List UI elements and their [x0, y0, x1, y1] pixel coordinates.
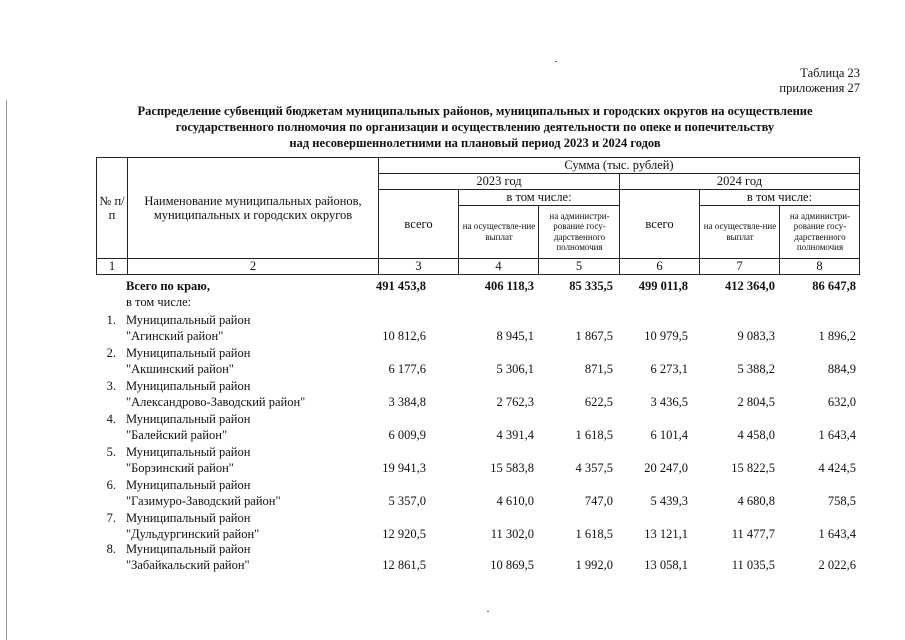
table-row: [96, 378, 860, 394]
table-row: [96, 526, 860, 542]
table-header: [96, 157, 860, 275]
district-name: "Акшинский район": [126, 362, 234, 376]
total-value: 491 453,8: [376, 279, 426, 293]
district-type: Муниципальный район: [126, 478, 251, 492]
row-value: 11 302,0: [490, 527, 534, 541]
row-value: 747,0: [584, 494, 613, 508]
district-type: Муниципальный район: [126, 412, 251, 426]
row-value: 19 941,3: [382, 461, 426, 475]
col-header-incl-2024: в том числе:: [746, 190, 813, 204]
scan-speck: [555, 61, 557, 62]
document-title: [80, 103, 870, 151]
row-value: 20 247,0: [644, 461, 688, 475]
row-value: 2 022,6: [818, 558, 856, 572]
total-value: 412 364,0: [725, 279, 775, 293]
district-name: "Александрово-Заводский район": [126, 395, 306, 409]
row-value: 13 058,1: [644, 558, 688, 572]
col-number: 8: [816, 259, 823, 273]
district-name: "Газимуро-Заводский район": [126, 494, 281, 508]
row-value: 10 979,5: [644, 329, 688, 343]
row-value: 4 610,0: [496, 494, 534, 508]
row-value: 2 762,3: [496, 395, 534, 409]
header-border: [859, 157, 860, 275]
col-header-admin-2024: на администри-рование госу-дарственного полномочия: [789, 211, 851, 252]
row-value: 1 643,4: [818, 527, 856, 541]
table-row: [96, 510, 860, 526]
row-value: 5 439,3: [650, 494, 688, 508]
row-value: 632,0: [827, 395, 856, 409]
page-edge-line: [6, 100, 7, 640]
col-number: 6: [656, 259, 663, 273]
table-row: [96, 394, 860, 410]
row-value: 6 101,4: [650, 428, 688, 442]
row-number: 4.: [106, 412, 116, 426]
col-header-2024: 2024 год: [716, 174, 763, 188]
row-number: 8.: [106, 542, 116, 556]
row-value: 5 306,1: [496, 362, 534, 376]
table-row: [96, 493, 860, 509]
table-row: [96, 427, 860, 443]
district-name: "Забайкальский район": [126, 558, 250, 572]
district-name: "Борзинский район": [126, 461, 234, 475]
row-value: 1 992,0: [575, 558, 613, 572]
title-line: государственного полномочия по организации и осуществлению деятельности по опеке и попечительству: [175, 120, 775, 134]
total-value: 86 647,8: [812, 279, 856, 293]
total-sublabel: в том числе:: [126, 295, 192, 309]
row-value: 10 869,5: [490, 558, 534, 572]
col-number: 2: [249, 259, 257, 273]
col-number: 3: [415, 259, 422, 273]
district-name: "Балейский район": [126, 428, 228, 442]
table-row: [96, 328, 860, 344]
col-header-sum: Сумма (тыс. рублей): [564, 158, 674, 172]
row-value: 8 945,1: [496, 329, 534, 343]
district-type: Муниципальный район: [126, 511, 251, 525]
total-row: [96, 278, 860, 294]
table-row: [96, 361, 860, 377]
col-number: 4: [495, 259, 502, 273]
col-header-incl-2023: в том числе:: [506, 190, 572, 204]
col-header-admin-2023: на администри-рование госу-дарственного полномочия: [549, 211, 610, 252]
title-line: Распределение субвенций бюджетам муниципальных районов, муниципальных и городских округов на осуществление: [137, 104, 813, 118]
district-name: "Дульдургинский район": [126, 527, 260, 541]
row-value: 1 867,5: [575, 329, 613, 343]
col-header-total-2024: всего: [645, 216, 674, 231]
table-row: [96, 345, 860, 361]
district-type: Муниципальный район: [126, 445, 251, 459]
title-line: над несовершеннолетними на плановый период 2023 и 2024 годов: [289, 136, 661, 150]
scan-speck: [487, 611, 489, 612]
table-row: [96, 444, 860, 460]
row-value: 884,9: [827, 362, 856, 376]
table-row: [96, 557, 860, 573]
row-value: 6 177,6: [388, 362, 426, 376]
row-value: 4 391,4: [496, 428, 534, 442]
total-subrow: [96, 294, 860, 310]
row-value: 4 424,5: [818, 461, 856, 475]
table-row: [96, 312, 860, 328]
row-value: 15 822,5: [731, 461, 775, 475]
header-border: [96, 274, 860, 275]
col-number: 1: [108, 259, 116, 273]
table-row: [96, 460, 860, 476]
row-value: 15 583,8: [490, 461, 534, 475]
row-value: 871,5: [584, 362, 613, 376]
col-header-name: Наименование муниципальных районов, муниципальных и городских округов: [144, 193, 362, 222]
district-type: Муниципальный район: [126, 313, 251, 327]
row-value: 12 861,5: [382, 558, 426, 572]
col-header-payments-2024: на осуществле-ние выплат: [703, 221, 777, 242]
row-value: 2 804,5: [737, 395, 775, 409]
col-header-2023: 2023 год: [476, 174, 522, 188]
total-value: 85 335,5: [569, 279, 613, 293]
row-value: 6 009,9: [388, 428, 426, 442]
row-value: 13 121,1: [644, 527, 688, 541]
total-value: 406 118,3: [484, 279, 534, 293]
col-header-no: № п/п: [99, 193, 125, 222]
row-number: 6.: [106, 478, 116, 492]
annex-label: приложения 27: [779, 81, 860, 95]
row-value: 12 920,5: [382, 527, 426, 541]
row-number: 7.: [106, 511, 116, 525]
row-value: 4 458,0: [737, 428, 775, 442]
row-value: 3 436,5: [650, 395, 688, 409]
row-number: 3.: [106, 379, 116, 393]
row-value: 758,5: [827, 494, 856, 508]
col-number: 7: [736, 259, 743, 273]
row-number: 1.: [106, 313, 116, 327]
district-type: Муниципальный район: [126, 542, 251, 556]
table-row: [96, 541, 860, 557]
row-value: 11 477,7: [731, 527, 775, 541]
row-value: 1 896,2: [818, 329, 856, 343]
row-value: 4 680,8: [737, 494, 775, 508]
row-number: 2.: [106, 346, 116, 360]
row-value: 9 083,3: [737, 329, 775, 343]
table-row: [96, 477, 860, 493]
row-value: 5 388,2: [737, 362, 775, 376]
row-value: 6 273,1: [650, 362, 688, 376]
col-header-total-2023: всего: [404, 216, 433, 231]
row-value: 1 618,5: [575, 527, 613, 541]
row-value: 622,5: [584, 395, 613, 409]
row-value: 5 357,0: [388, 494, 426, 508]
row-value: 4 357,5: [575, 461, 613, 475]
col-header-payments-2023: на осуществле-ние выплат: [462, 221, 536, 242]
row-value: 3 384,8: [388, 395, 426, 409]
table-label: Таблица 23: [800, 66, 860, 80]
total-value: 499 011,8: [638, 279, 688, 293]
district-name: "Агинский район": [126, 329, 224, 343]
total-label: Всего по краю,: [126, 279, 210, 293]
district-type: Муниципальный район: [126, 346, 251, 360]
row-number: 5.: [106, 445, 116, 459]
row-value: 10 812,6: [382, 329, 426, 343]
district-type: Муниципальный район: [126, 379, 251, 393]
col-number: 5: [575, 259, 583, 273]
row-value: 11 035,5: [731, 558, 775, 572]
table-row: [96, 411, 860, 427]
row-value: 1 643,4: [818, 428, 856, 442]
table-number: [779, 66, 860, 96]
row-value: 1 618,5: [575, 428, 613, 442]
